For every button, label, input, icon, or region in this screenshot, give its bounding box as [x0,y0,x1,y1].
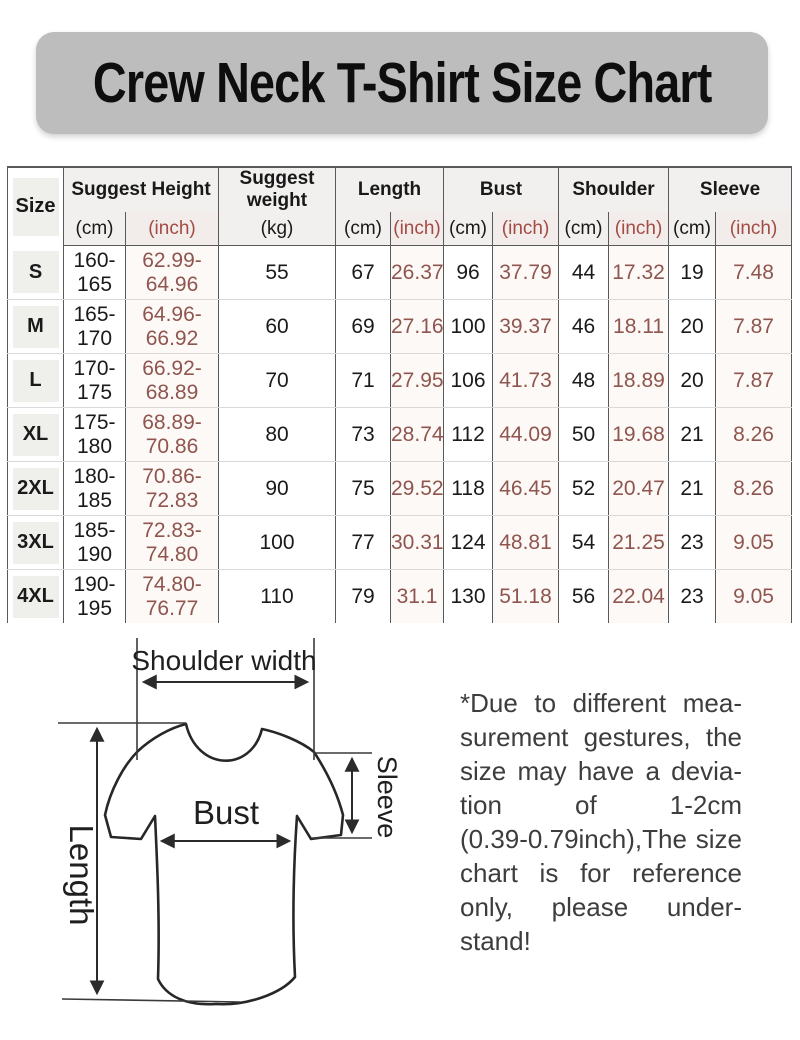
value-cell: 19.68 [609,408,669,462]
title-banner [36,32,768,134]
size-cell [8,462,64,516]
size-table [7,166,792,623]
value-cell: 56 [559,570,609,624]
value-cell: 39.37 [493,300,559,354]
size-chip: 3XL [13,522,59,564]
value-cell: 41.73 [493,354,559,408]
size-chip: L [13,360,59,402]
value-cell: 46 [559,300,609,354]
length-label: Length [63,824,100,926]
value-cell: 100 [219,516,336,570]
tshirt-outline [105,724,343,1004]
value-cell: 21.25 [609,516,669,570]
header-shoulder: Shoulder [559,167,669,212]
value-cell: 44.09 [493,408,559,462]
note-line: (0.39-0.79inch),The size [460,824,742,854]
size-table-header [8,167,792,246]
bust-label: Bust [192,794,260,831]
value-cell: 67 [336,246,391,300]
value-cell: 27.16 [391,300,444,354]
header-bust: Bust [444,167,559,212]
value-cell: 96 [444,246,493,300]
note-line: chart is for reference [460,858,742,888]
value-cell: 52 [559,462,609,516]
table-row [8,408,792,462]
value-cell: 175-180 [64,408,126,462]
unit-cm: (cm) [336,212,391,246]
size-chip: XL [13,414,59,456]
value-cell: 69 [336,300,391,354]
value-cell: 8.26 [716,408,792,462]
value-cell: 50 [559,408,609,462]
value-cell: 79 [336,570,391,624]
value-cell: 20 [669,300,716,354]
size-header-cell [8,167,64,246]
value-cell: 74.80-76.77 [126,570,219,624]
note-line: size may have a devia- [460,756,742,786]
header-suggest-height: Suggest Height [64,167,219,212]
value-cell: 7.87 [716,354,792,408]
note-line: *Due to different mea- [460,688,742,718]
value-cell: 73 [336,408,391,462]
size-cell [8,300,64,354]
header-suggest-weight: Suggest weight [219,167,336,212]
value-cell: 21 [669,462,716,516]
value-cell: 29.52 [391,462,444,516]
note-line: tion of 1-2cm [460,790,742,820]
value-cell: 160-165 [64,246,126,300]
table-row [8,570,792,624]
value-cell: 55 [219,246,336,300]
value-cell: 48.81 [493,516,559,570]
value-cell: 62.99-64.96 [126,246,219,300]
value-cell: 54 [559,516,609,570]
value-cell: 64.96-66.92 [126,300,219,354]
note-line: surement gestures, the [460,722,742,752]
value-cell: 71 [336,354,391,408]
value-cell: 20 [669,354,716,408]
unit-inch: (inch) [391,212,444,246]
value-cell: 7.87 [716,300,792,354]
header-length: Length [336,167,444,212]
unit-inch: (inch) [609,212,669,246]
value-cell: 18.11 [609,300,669,354]
value-cell: 30.31 [391,516,444,570]
tshirt-measurement-diagram [0,622,440,1040]
value-cell: 60 [219,300,336,354]
page-title: Crew Neck T-Shirt Size Chart [92,51,712,115]
table-row [8,354,792,408]
value-cell: 44 [559,246,609,300]
value-cell: 18.89 [609,354,669,408]
shoulder-width-label: Shoulder width [131,645,317,676]
size-table-body [8,246,792,624]
value-cell: 77 [336,516,391,570]
unit-inch: (inch) [493,212,559,246]
value-cell: 165-170 [64,300,126,354]
value-cell: 7.48 [716,246,792,300]
unit-cm: (cm) [64,212,126,246]
unit-inch: (inch) [126,212,219,246]
note-line: stand! [460,926,531,956]
size-chip: S [13,251,59,293]
unit-cm: (cm) [444,212,493,246]
header-group-row [8,167,792,212]
sleeve-label: Sleeve [372,755,402,839]
value-cell: 75 [336,462,391,516]
value-cell: 26.37 [391,246,444,300]
value-cell: 72.83-74.80 [126,516,219,570]
value-cell: 37.79 [493,246,559,300]
value-cell: 112 [444,408,493,462]
value-cell: 23 [669,516,716,570]
value-cell: 17.32 [609,246,669,300]
value-cell: 9.05 [716,516,792,570]
unit-inch: (inch) [716,212,792,246]
size-cell [8,354,64,408]
value-cell: 23 [669,570,716,624]
size-chip: M [13,306,59,348]
value-cell: 19 [669,246,716,300]
size-cell [8,246,64,300]
value-cell: 100 [444,300,493,354]
value-cell: 110 [219,570,336,624]
value-cell: 31.1 [391,570,444,624]
value-cell: 106 [444,354,493,408]
value-cell: 48 [559,354,609,408]
header-sleeve: Sleeve [669,167,792,212]
value-cell: 130 [444,570,493,624]
value-cell: 170-175 [64,354,126,408]
value-cell: 124 [444,516,493,570]
value-cell: 66.92-68.89 [126,354,219,408]
note-line: only, please under- [460,892,742,922]
value-cell: 70.86-72.83 [126,462,219,516]
size-cell [8,516,64,570]
value-cell: 68.89-70.86 [126,408,219,462]
value-cell: 20.47 [609,462,669,516]
table-row [8,300,792,354]
value-cell: 180-185 [64,462,126,516]
unit-kg: (kg) [219,212,336,246]
table-row [8,516,792,570]
value-cell: 90 [219,462,336,516]
header-units-row [8,212,792,246]
value-cell: 190-195 [64,570,126,624]
value-cell: 9.05 [716,570,792,624]
size-chip: 4XL [13,576,59,618]
table-row [8,246,792,300]
value-cell: 8.26 [716,462,792,516]
unit-cm: (cm) [559,212,609,246]
size-chip: 2XL [13,468,59,510]
table-row [8,462,792,516]
size-cell [8,408,64,462]
size-header-chip: Size [13,178,59,236]
value-cell: 21 [669,408,716,462]
value-cell: 80 [219,408,336,462]
value-cell: 22.04 [609,570,669,624]
value-cell: 27.95 [391,354,444,408]
size-cell [8,570,64,624]
note [460,686,742,958]
value-cell: 70 [219,354,336,408]
unit-cm: (cm) [669,212,716,246]
value-cell: 46.45 [493,462,559,516]
value-cell: 118 [444,462,493,516]
value-cell: 185-190 [64,516,126,570]
value-cell: 51.18 [493,570,559,624]
value-cell: 28.74 [391,408,444,462]
